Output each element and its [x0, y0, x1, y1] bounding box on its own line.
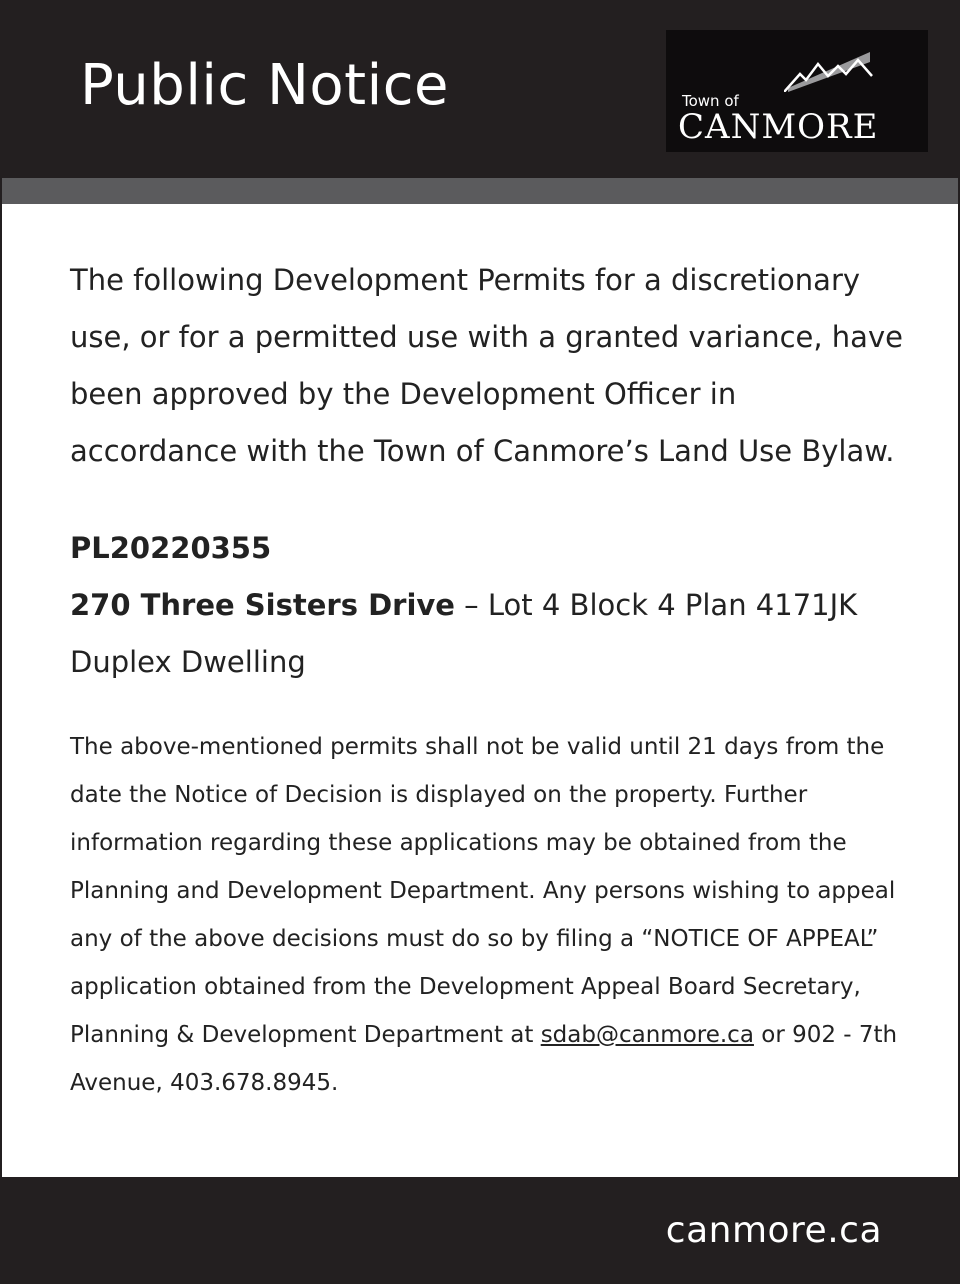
logo-town-of: Town of	[682, 92, 739, 110]
header-banner	[2, 2, 958, 178]
footer-website[interactable]: canmore.ca	[665, 1210, 882, 1251]
notice-content	[70, 252, 910, 1130]
details-suffix: or 902 - 7th Avenue, 403.678.8945.	[70, 1022, 898, 1096]
page-title: Public Notice	[80, 53, 449, 118]
permit-legal: – Lot 4 Block 4 Plan 4171JK	[454, 588, 858, 622]
permit-description: Duplex Dwelling	[70, 645, 306, 679]
intro-paragraph: The following Development Permits for a discretionary use, or for a permitted use with a granted variance, have been approved by the Development Officer in accordance with the Town of Canmore’s Land Use Bylaw.	[70, 263, 903, 468]
permit-block	[70, 520, 910, 691]
sdab-email-link[interactable]: sdab@canmore.ca	[540, 1022, 754, 1048]
mountains-icon	[784, 50, 874, 92]
header-divider	[2, 178, 958, 204]
permit-address: 270 Three Sisters Drive	[70, 588, 455, 622]
permit-location	[70, 577, 910, 634]
details-text: The above-mentioned permits shall not be valid until 21 days from the date the Notice of Decision is displayed on the property. Further information regarding these applications may be obtained from the Planning and Development Department. Any persons wishing to appeal any of the above decisions must do so by filing a “NOTICE OF APPEAL” application obtained from the Development Appeal Board Secretary, Planning & Development Department at	[70, 734, 896, 1048]
permit-number: PL20220355	[70, 531, 272, 565]
town-logo	[666, 30, 928, 152]
logo-canmore: CANMORE	[678, 107, 879, 147]
footer-banner	[2, 1177, 958, 1284]
details-paragraph	[70, 723, 910, 1107]
